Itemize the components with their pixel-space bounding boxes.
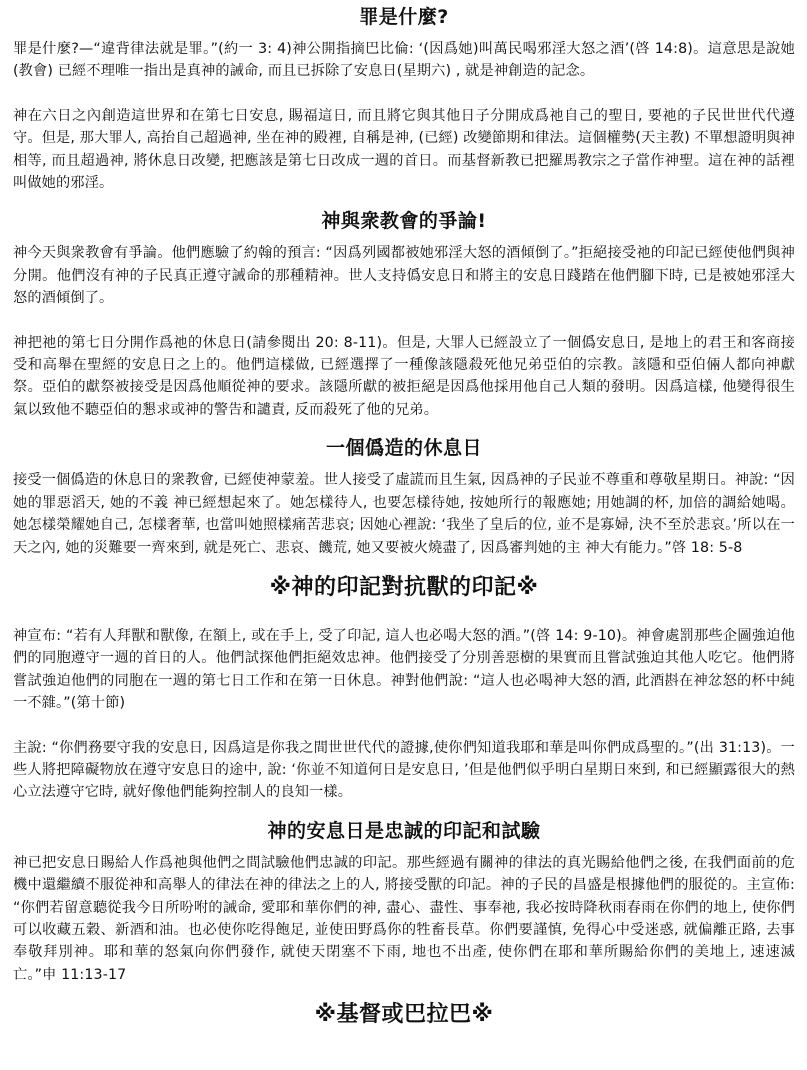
- section-title-christ-or-barabbas: ※基督或巴拉巴※: [314, 1002, 494, 1028]
- paragraph: 神在六日之內創造這世界和在第七日安息, 賜福這日, 而且將它與其他日子分開成爲祂自己的聖日, 要祂的子民世世代代遵守。但是, 那大罪人, 高抬自己超過神, 坐在神的殿裡, 自稱是神, (已經) 改變節期和律法。這個權勢(天主教) 不單想證明與神相等, 而且超過神, 將休息日改變, 把應該是第七日改成一週的首日。而基督新教已把羅馬教宗之子當作神聖。這在神的話裡叫做她的邪淫。: [13, 107, 795, 192]
- paragraph: 神已把安息日賜給人作爲祂與他們之間試驗他們忠誠的印記。那些經過有關神的律法的真光賜給他們之後, 在我們面前的危機中還繼續不服從神和高舉人的律法在神的律法之上的人, 將接受獸的印記。神的子民的昌盛是根據他們的服從的。主宣佈: “你們若留意聽從我今日所吩咐的誡命, 愛耶和華你們的神, 盡心、盡性、事奉祂, 我必按時降秋雨春雨在你們的地上, 使你們可以收藏五穀、新酒和油。也必使你吃得飽足, 並使田野爲你的牲畜長草。你們要謹慎, 免得心中受迷惑, 就偏離正路, 去事奉敬拜別神。耶和華的怒氣向你們發作, 就使天閉塞不下雨, 地也不出產, 使你們在耶和華所賜給你們的美地上, 速速滅亡。”申 11:13-17: [13, 854, 795, 983]
- section-title-seal-vs-mark: ※神的印記對抗獸的印記※: [269, 574, 539, 600]
- paragraph: 主說: “你們務要守我的安息日, 因爲這是你我之間世世代代的證據,使你們知道我耶和華是叫你們成爲聖的。”(出 31:13)。一些人將把障礙物放在遵守安息日的途中, 說: ‘你並不知道何日是安息日, ’但是他們似乎明白星期日來到, 和已經顯露很大的熱心立法遵守它時, 就好像他們能夠控制人的良知一樣。: [13, 739, 795, 801]
- paragraph: 神宣布: “若有人拜獸和獸像, 在額上, 或在手上, 受了印記, 這人也必喝大怒的酒。”(啓 14: 9-10)。神會處罰那些企圖強迫他們的同胞遵守一週的首日的人。他們試探他們拒絕效忠神。他們接受了分別善惡樹的果實而且嘗試強迫其他人吃它。他們將嘗試強迫他們的同胞在一週的第七日工作和在第一日休息。神對他們說: “這人也必喝神大怒的酒, 此酒斟在神忿怒的杯中純一不雜。”(第十節): [13, 627, 795, 712]
- paragraph: 罪是什麼?—“違背律法就是罪。”(約一 3: 4)神公開指摘巴比倫: ‘(因爲她)叫萬民喝邪淫大怒之酒’(啓 14:8)。這意思是說她(教會) 已經不理唯一指出是真神的誡命, 而且已拆除了安息日(星期六) , 就是神創造的記念。: [13, 41, 795, 80]
- paragraph: 接受一個僞造的休息日的衆教會, 已經使神蒙羞。世人接受了虛謊而且生氣, 因爲神的子民並不尊重和尊敬星期日。神說: “因她的罪惡滔天, 她的不義 神已經想起來了。她怎樣待人, 也要怎樣待她, 按她所行的報應她; 用她調的杯, 加倍的調給她喝。她怎樣榮耀她自己, 怎樣奢華, 也當叫她照樣痛苦悲哀; 因她心裡說: ‘我坐了皇后的位, 並不是寡婦, 決不至於悲哀。’所以在一天之內, 她的災難要一齊來到, 就是死亡、悲哀、饑荒, 她又要被火燒盡了, 因爲審判她的主 神大有能力。”啓 18: 5-8: [13, 472, 795, 556]
- paragraph: 神今天與衆教會有爭論。他們應驗了約翰的預言: “因爲列國都被她邪淫大怒的酒傾倒了。”拒絕接受祂的印記已經使他們與神分開。他們沒有神的子民真正遵守誡命的那種精神。世人支持僞安息日和將主的安息日踐踏在他們腳下時, 已是被她邪淫大怒的酒傾倒了。: [13, 245, 795, 307]
- section-title-counterfeit-sabbath: 一個僞造的休息日: [325, 437, 482, 460]
- section-title-sabbath-test: 神的安息日是忠誠的印記和試驗: [267, 819, 541, 842]
- section-title-what-is-sin: 罪是什麼?: [359, 6, 449, 28]
- paragraph: 神把祂的第七日分開作爲祂的休息日(請參閱出 20: 8-11)。但是, 大罪人已經設立了一個僞安息日, 是地上的君王和客商接受和高舉在聖經的安息日之上的。他們這樣做, 已經選擇了一種像該隱殺死他兄弟亞伯的宗教。該隱和亞伯倆人都向神獻祭。亞伯的獻祭被接受是因爲他順從神的要求。該隱所獻的被拒絕是因爲他採用他自己人類的發明。因爲這樣, 他變得很生氣以致他不聽亞伯的懇求或神的警告和譴責, 反而殺死了他的兄弟。: [13, 334, 795, 418]
- section-title-controversy: 神與衆教會的爭論!: [321, 210, 487, 233]
